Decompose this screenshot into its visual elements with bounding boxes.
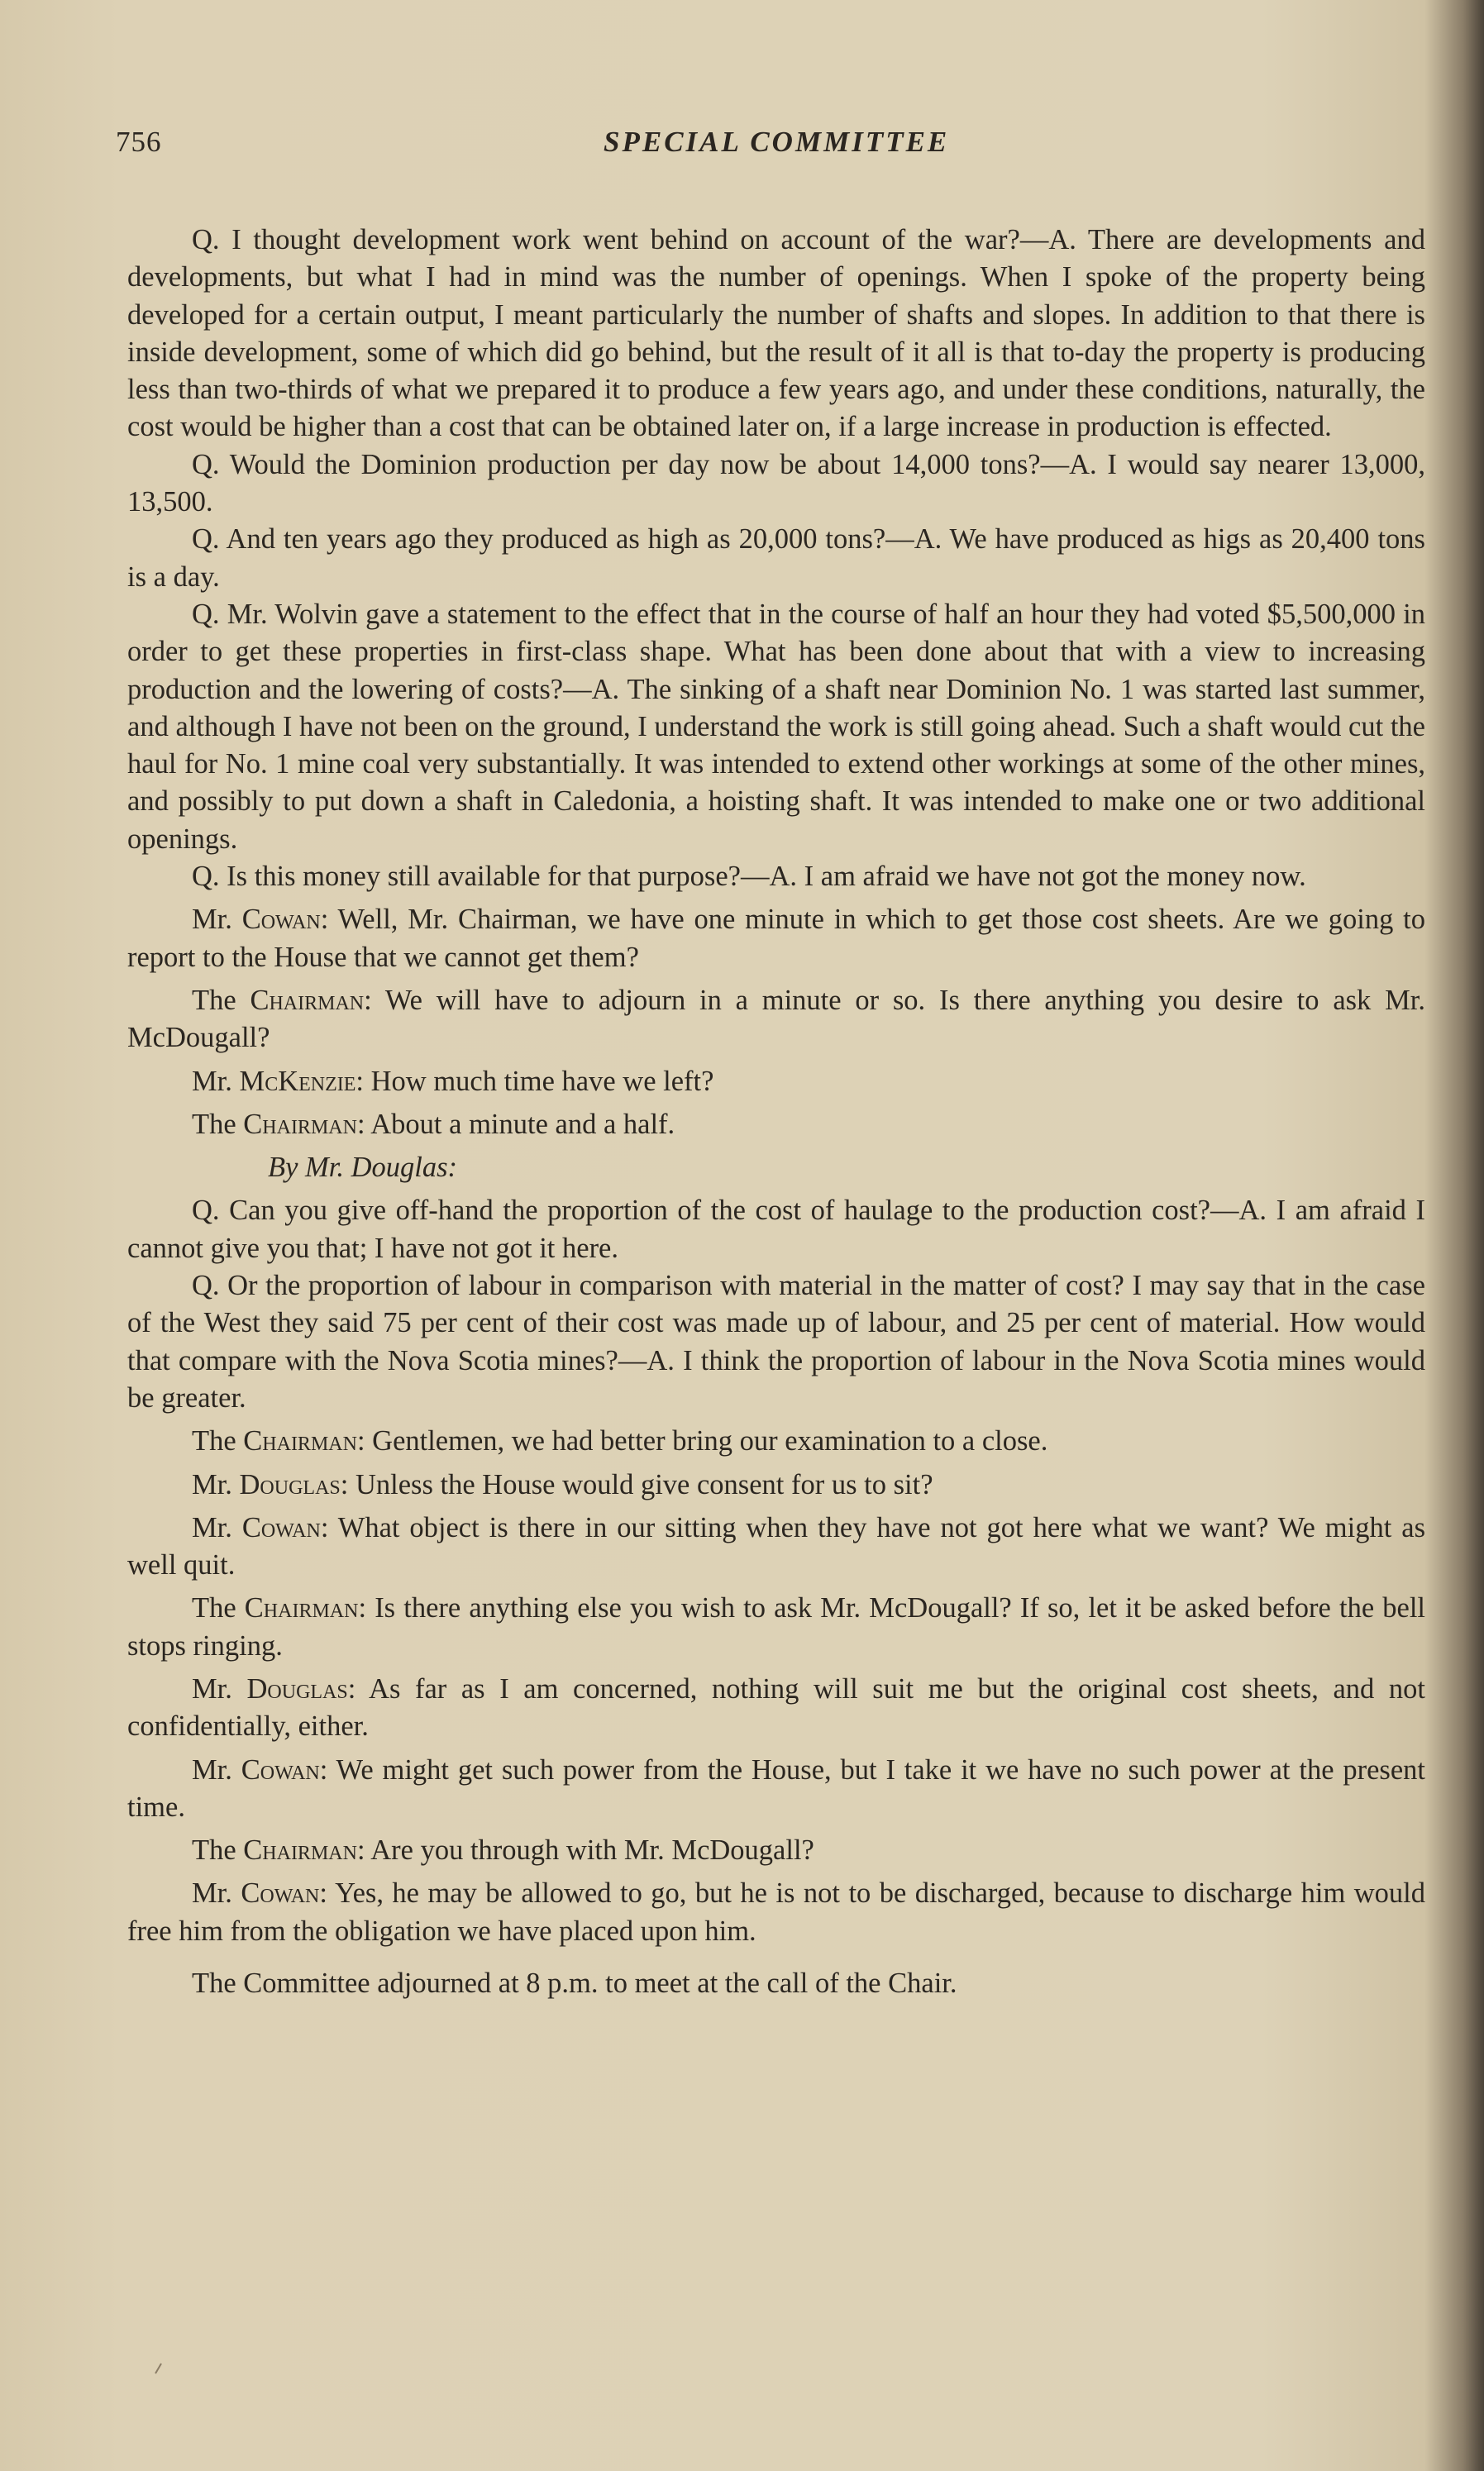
paragraph	[127, 446, 1425, 522]
paragraph	[127, 1267, 1425, 1417]
speaker-paragraph	[127, 982, 1425, 1057]
speaker-name: Chairman	[243, 1834, 357, 1867]
speaker-prefix: Mr.	[192, 1877, 241, 1910]
speaker-name: Douglas	[239, 1468, 341, 1500]
speaker-prefix: Mr.	[192, 1065, 240, 1097]
paragraph-text: Q. Can you give off-hand the proportion of the cost of haulage to the production cost?—A. I am afraid I cannot give you that; I have not got it here.	[127, 1195, 1425, 1264]
speaker-name: Douglas	[246, 1672, 348, 1705]
paragraph-text: Q. Would the Dominion production per day now be about 14,000 tons?—A. I would say nearer 13,000, 13,500.	[127, 448, 1425, 518]
paper-mark	[155, 2363, 168, 2377]
closing-note: The Committee adjourned at 8 p.m. to meet at the call of the Chair.	[192, 1968, 957, 2000]
paragraph-text: : Well, Mr. Chairman, we have one minute in which to get those cost sheets. Are we going to report to the House that we cannot get them?	[127, 904, 1425, 973]
paragraph-text: Q. Mr. Wolvin gave a statement to the effect that in the course of half an hour they had voted $5,500,000 in order to get these properties in first-class shape. What has been done about that with a view to increasing production and the lowering of costs?—A. The sinking of a shaft near Dominion No. 1 was started last summer, and although I have not been on the ground, I understand the work is still going ahead. Such a shaft would cut the haul for No. 1 mine coal very substantially. It was intended to extend other workings at some of the other mines, and possibly to put down a shaft in Caledonia, a hoisting shaft. It was intended to make one or two additional openings.	[127, 598, 1425, 855]
speaker-name: Cowan	[241, 1877, 320, 1910]
speaker-prefix: The	[192, 1592, 245, 1624]
paragraph	[127, 858, 1425, 895]
paragraph	[127, 222, 1425, 446]
speaker-prefix: The	[192, 1108, 244, 1140]
paragraph-text: Q. I thought development work went behind on account of the war?—A. There are developments and developments, but what I had in mind was the number of openings. When I spoke of the property being developed for a certain output, I meant particularly the number of shafts and slopes. In addition to that there is inside development, some of which did go behind, but the result of it all is that to-day the property is producing less than two-thirds of what we prepared it to produce a few years ago, and under these conditions, naturally, the cost would be higher than a cost that can be obtained later on, if a large increase in production is effected.	[127, 224, 1425, 443]
speaker-paragraph	[127, 1875, 1425, 1950]
paragraph	[127, 1192, 1425, 1267]
paragraph-text: : As far as I am concerned, nothing will suit me but the original cost sheets, and not confidentially, either.	[127, 1672, 1425, 1743]
paragraph-text: : Yes, he may be allowed to go, but he is not to be discharged, because to discharge him would free him from the obligation we have placed upon him.	[127, 1877, 1426, 1947]
page-number: 756	[116, 126, 162, 158]
speaker-prefix: Mr.	[192, 1511, 242, 1543]
speaker-name: Cowan	[241, 1753, 320, 1786]
speaker-prefix: Mr.	[192, 1672, 247, 1705]
paragraph-text: : How much time have we left?	[355, 1065, 714, 1097]
paragraph	[127, 521, 1425, 596]
speaker-name: Chairman	[243, 1425, 357, 1457]
paragraph-text: : Is there anything else you wish to ask Mr. McDougall? If so, let it be asked before the bell stops ringing.	[127, 1592, 1426, 1662]
paragraph-text: : Are you through with Mr. McDougall?	[356, 1834, 814, 1867]
speaker-prefix: Mr.	[192, 1468, 240, 1500]
speaker-name: Chairman	[250, 984, 365, 1016]
speaker-prefix: The	[192, 984, 251, 1016]
speaker-paragraph	[127, 1510, 1425, 1585]
paragraph-text: : What object is there in our sitting when they have not got here what we want? We might as well quit.	[127, 1511, 1425, 1581]
paragraph-text: : We will have to adjourn in a minute or so. Is there anything you desire to ask Mr. McDougall?	[127, 984, 1425, 1054]
speaker-paragraph	[127, 1671, 1425, 1746]
paragraph-text: : We might get such power from the House, but I take it we have no such power at the present time.	[127, 1753, 1425, 1823]
paragraph-text: : About a minute and a half.	[356, 1108, 675, 1140]
speaker-name: Chairman	[244, 1592, 359, 1624]
speaker-paragraph	[127, 1752, 1425, 1827]
speaker-prefix: Mr.	[192, 904, 242, 936]
examiner-subheading: By Mr. Douglas:	[268, 1152, 458, 1184]
speaker-name: Cowan	[241, 1511, 321, 1543]
paragraph	[127, 596, 1425, 858]
speaker-name: Cowan	[241, 904, 321, 936]
speaker-paragraph	[127, 1106, 1425, 1143]
paragraph-text: : Unless the House would give consent for us to sit?	[340, 1468, 933, 1500]
speaker-paragraph	[127, 1590, 1425, 1665]
paragraph-text: Q. And ten years ago they produced as high as 20,000 tons?—A. We have produced as higs as 20,400 tons is a day.	[127, 523, 1425, 593]
paragraph-text: : Gentlemen, we had better bring our examination to a close.	[356, 1425, 1048, 1457]
speaker-prefix: The	[192, 1834, 244, 1867]
speaker-name: McKenzie	[239, 1065, 356, 1097]
speaker-prefix: Mr.	[192, 1753, 241, 1786]
speaker-name: Chairman	[243, 1108, 357, 1140]
speaker-paragraph	[127, 1063, 1425, 1100]
paragraph-text: Q. Is this money still available for that purpose?—A. I am afraid we have not got the money now.	[192, 861, 1306, 893]
speaker-prefix: The	[192, 1425, 244, 1457]
speaker-paragraph	[127, 1832, 1425, 1869]
running-head: SPECIAL COMMITTEE	[604, 126, 950, 158]
page-header	[116, 126, 1422, 175]
speaker-paragraph	[127, 1467, 1425, 1504]
paragraph-text: Q. Or the proportion of labour in comparison with material in the matter of cost? I may say that in the case of the West they said 75 per cent of their cost was made up of labour, and 25 per cent of material. How would that compare with the Nova Scotia mines?—A. I think the proportion of labour in the Nova Scotia mines would be greater.	[127, 1270, 1425, 1414]
speaker-paragraph	[127, 901, 1425, 976]
speaker-paragraph	[127, 1423, 1425, 1460]
page-body	[127, 222, 1425, 2002]
